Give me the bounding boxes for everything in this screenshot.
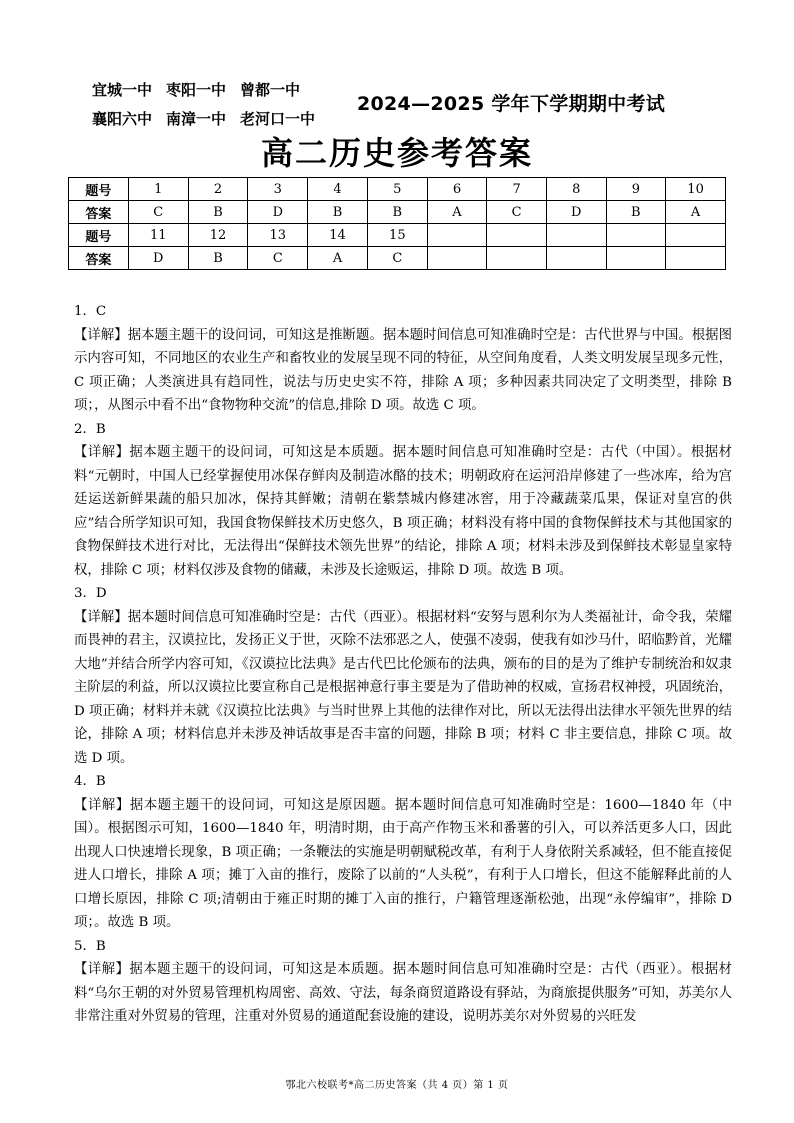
question-number: 5．B — [74, 938, 106, 954]
empty-cell — [546, 247, 606, 270]
answer-cell: D — [248, 201, 308, 224]
question-detail: 【详解】据本题主题干的设问词，可知这是推断题。据本题时间信息可知准确时空是：古代世界与中国。根据图示内容可知，不同地区的农业生产和畜牧业的发展呈现不同的特征，从空间角度看，人类文明发展呈现多元性，C 项正确；人类演进具有趋同性，说法与历史史实不符，排除 A 项；多种因素共同决定了文明类型，排除 B 项；，从图示中看不出“食物物种交流”的信息,排除 D 项。故选 C 项。 — [74, 327, 732, 413]
answer-explanations — [74, 300, 732, 1029]
empty-cell — [606, 247, 666, 270]
answer-cell: B — [188, 247, 248, 270]
answer-table — [68, 177, 726, 270]
question-block — [74, 300, 732, 418]
school-name: 襄阳六中 — [92, 110, 153, 128]
empty-cell — [666, 224, 726, 247]
question-number-cell: 13 — [248, 224, 308, 247]
page-title: 高二历史参考答案 — [260, 134, 533, 172]
question-number-cell: 5 — [367, 178, 427, 201]
question-detail: 【详解】据本题主题干的设问词，可知这是本质题。据本题时间信息可知准确时空是：古代（中国）。根据材料“元朝时，中国人已经掌握使用冰保存鲜肉及制造冰酪的技术；明朝政府在运河沿岸修建了一些冰库，给为宫廷运送新鲜果蔬的船只加冰，保持其鲜嫩；清朝在紫禁城内修建冰窖，用于冷藏蔬菜瓜果，保证对皇宫的供应”结合所学知识可知，我国食物保鲜技术历史悠久，B 项正确；材料没有将中国的食物保鲜技术与其他国家的食物保鲜技术进行对比，无法得出“保鲜技术领先世界”的结论，排除 A 项；材料未涉及到保鲜技术彰显皇家特权，排除 C 项；材料仅涉及食物的储藏，未涉及长途贩运，排除 D 项。故选 B 项。 — [74, 445, 732, 578]
school-name: 宜城一中 — [92, 81, 153, 99]
question-detail: 【详解】据本题时间信息可知准确时空是：古代（西亚）。根据材料“安努与恩利尔为人类福祉计，命令我，荣耀而畏神的君主，汉谟拉比，发扬正义于世，灭除不法邪恶之人，使强不凌弱，使我有如沙马什，昭临黔首，光耀大地”并结合所学内容可知，《汉谟拉比法典》是古代巴比伦颁布的法典，颁布的目的是为了维护专制统治和奴隶主阶层的利益，所以汉谟拉比要宣称自己是根据神意行事主要是为了借助神的权威，宣扬君权神授，巩固统治，D 项正确；材料并未就《汉谟拉比法典》与当时世界上其他的法律作对比，所以无法得出法律水平领先世界的结论，排除 A 项；材料信息并未涉及神话故事是否丰富的问题，排除 B 项；材料 C 非主要信息，排除 C 项。故选 D 项。 — [74, 609, 732, 766]
empty-cell — [606, 224, 666, 247]
answer-cell: B — [606, 201, 666, 224]
answer-cell: C — [248, 247, 308, 270]
question-block — [74, 582, 732, 770]
answer-cell: B — [367, 201, 427, 224]
question-detail: 【详解】据本题主题干的设问词，可知这是本质题。据本题时间信息可知准确时空是：古代（西亚）。根据材料“乌尔王朝的对外贸易管理机构周密、高效、守法，每条商贸道路设有驿站，为商旅提供服务”可知，苏美尔人非常注重对外贸易的管理，注重对外贸易的通道配套设施的建设，说明苏美尔对外贸易的兴旺发 — [74, 962, 732, 1024]
question-number: 3．D — [74, 586, 107, 601]
question-number-cell: 11 — [128, 224, 188, 247]
school-row-1 — [92, 76, 329, 105]
row-label: 答案 — [69, 201, 129, 224]
answer-row — [69, 201, 726, 224]
question-number-cell: 14 — [308, 224, 368, 247]
empty-cell — [666, 247, 726, 270]
question-number-cell: 9 — [606, 178, 666, 201]
school-name: 枣阳一中 — [166, 81, 227, 99]
answer-row — [69, 247, 726, 270]
answer-cell: B — [188, 201, 248, 224]
row-label: 题号 — [69, 178, 129, 201]
question-number-cell: 7 — [487, 178, 547, 201]
question-number-cell: 15 — [367, 224, 427, 247]
question-number: 4．B — [74, 774, 106, 789]
answer-cell: C — [367, 247, 427, 270]
question-block — [74, 770, 732, 935]
answer-cell: A — [427, 201, 487, 224]
question-number-cell: 3 — [248, 178, 308, 201]
question-number-cell: 4 — [308, 178, 368, 201]
exam-title: 2024—2025 学年下学期期中考试 — [357, 93, 666, 115]
question-number-cell: 12 — [188, 224, 248, 247]
question-number-cell: 6 — [427, 178, 487, 201]
question-number-row — [69, 178, 726, 201]
question-block — [74, 418, 732, 583]
empty-cell — [427, 224, 487, 247]
question-detail: 【详解】据本题主题干的设问词，可知这是原因题。据本题时间信息可知准确时空是：1600—1840 年（中国）。根据图示可知，1600—1840 年，明清时期，由于高产作物玉米和番薯的引入，可以养活更多人口，因此出现人口快速增长现象，B 项正确；一条鞭法的实施是明朝赋税改革，有利于人身依附关系减轻，但不能直接促进人口增长，排除 A 项；摊丁入亩的推行，废除了以前的“人头税”，有利于人口增长，但这不能解释此前的人口增长原因，排除 C 项;清朝由于雍正时期的摊丁入亩的推行，户籍管理逐渐松弛，出现“永停编审”，排除 D 项；。故选 B 项。 — [74, 797, 732, 930]
question-number-row — [69, 224, 726, 247]
school-name: 曾都一中 — [240, 81, 301, 99]
answer-cell: D — [546, 201, 606, 224]
question-number-cell: 10 — [666, 178, 726, 201]
school-name: 南漳一中 — [166, 110, 227, 128]
answer-cell: C — [487, 201, 547, 224]
question-number-cell: 8 — [546, 178, 606, 201]
empty-cell — [427, 247, 487, 270]
answer-cell: A — [308, 247, 368, 270]
row-label: 题号 — [69, 224, 129, 247]
empty-cell — [487, 224, 547, 247]
page-footer: 鄂北六校联考*高二历史答案（共 4 页）第 1 页 — [285, 1080, 509, 1091]
empty-cell — [487, 247, 547, 270]
answer-cell: D — [128, 247, 188, 270]
question-number-cell: 1 — [128, 178, 188, 201]
row-label: 答案 — [69, 247, 129, 270]
question-number-cell: 2 — [188, 178, 248, 201]
question-block — [74, 935, 732, 1029]
empty-cell — [546, 224, 606, 247]
answer-cell: C — [128, 201, 188, 224]
school-list — [92, 76, 329, 134]
question-number: 1．C — [74, 304, 107, 319]
question-number: 2．B — [74, 421, 106, 437]
answer-cell: B — [308, 201, 368, 224]
school-name: 老河口一中 — [240, 110, 316, 128]
answer-cell: A — [666, 201, 726, 224]
